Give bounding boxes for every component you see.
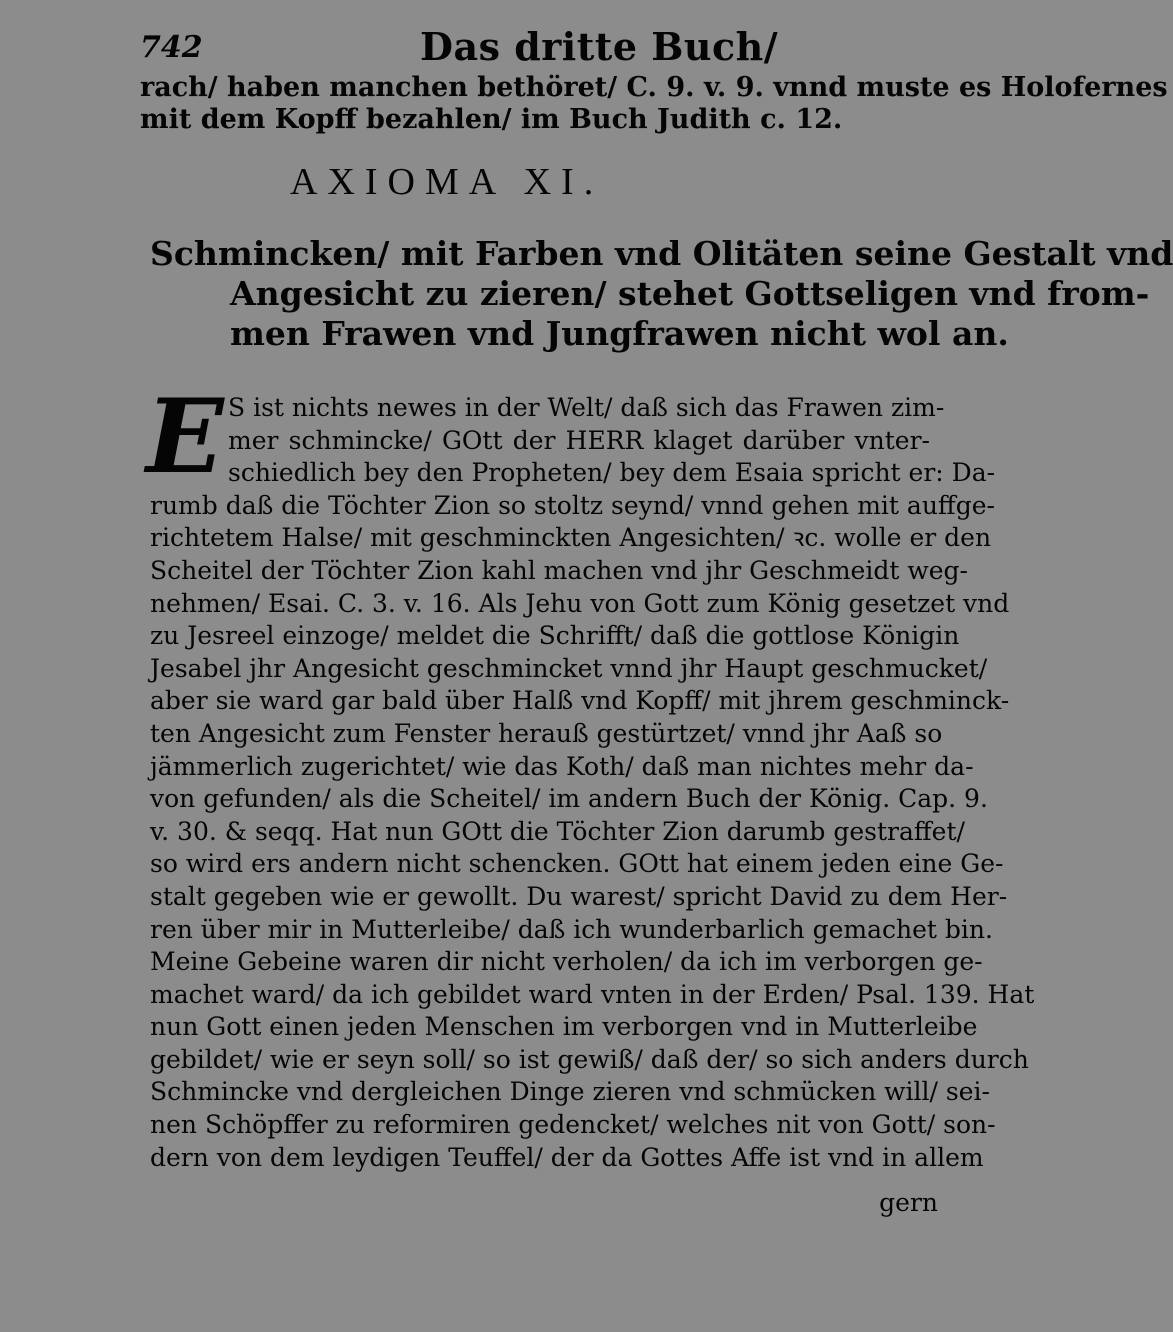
continuation-line: rach/ haben manchen bethöret/ C. 9. v. 9. vnnd muste es Holofernes bbox=[140, 72, 1168, 103]
axioma-title-line: Schmincken/ mit Farben vnd Olitäten seine Gestalt vnd bbox=[150, 234, 1173, 273]
body-line: S ist nichts newes in der Welt/ daß sich das Frawen zim- bbox=[228, 393, 945, 422]
axioma-title-line: men Frawen vnd Jungfrawen nicht wol an. bbox=[230, 314, 1009, 353]
body-line: v. 30. & seqq. Hat nun GOtt die Töchter Zion darumb gestraffet/ bbox=[150, 816, 965, 846]
body-line: ren über mir in Mutterleibe/ daß ich wunderbarlich gemachet bin. bbox=[150, 914, 993, 944]
axioma-title bbox=[150, 234, 1173, 354]
catchword: gern bbox=[879, 1188, 938, 1217]
body-line: schiedlich bey den Propheten/ bey dem Esaia spricht er: Da- bbox=[228, 458, 996, 488]
body-line: mer schmincke/ GOtt der HERR klaget darüber vnter- bbox=[228, 425, 930, 455]
body-line: Schmincke vnd dergleichen Dinge zieren vnd schmücken will/ sei- bbox=[150, 1077, 990, 1107]
body-line: von gefunden/ als die Scheitel/ im andern Buch der König. Cap. 9. bbox=[150, 784, 988, 814]
body-line: zu Jesreel einzoge/ meldet die Schrifft/ daß die gottlose Königin bbox=[150, 621, 960, 651]
body-line: Scheitel der Töchter Zion kahl machen vnd jhr Geschmeidt weg- bbox=[150, 555, 968, 585]
body-line: Meine Gebeine waren dir nicht verholen/ da ich im verborgen ge- bbox=[150, 947, 983, 977]
body-line: richtetem Halse/ mit geschminckten Angesichten/ ꝛc. wolle er den bbox=[150, 523, 992, 553]
body-line: rumb daß die Töchter Zion so stoltz seynd/ vnnd gehen mit auffge- bbox=[150, 490, 995, 520]
continuation-line: mit dem Kopff bezahlen/ im Buch Judith c. 12. bbox=[140, 104, 843, 135]
body-paragraph bbox=[146, 377, 1035, 1174]
page-number: 742 bbox=[140, 30, 203, 65]
continuation-paragraph bbox=[140, 72, 1168, 136]
axioma-title-line: Angesicht zu zieren/ stehet Gottseligen vnd from- bbox=[230, 274, 1150, 313]
body-line: stalt gegeben wie er gewollt. Du warest/ spricht David zu dem Her- bbox=[150, 881, 1008, 911]
body-line: nen Schöpffer zu reformiren gedencket/ welches nit von Gott/ son- bbox=[150, 1110, 996, 1140]
body-line: dern von dem leydigen Teuffel/ der da Gottes Affe ist vnd in allem bbox=[150, 1142, 984, 1172]
body-line: ten Angesicht zum Fenster herauß gestürtzet/ vnnd jhr Aaß so bbox=[150, 718, 943, 748]
drop-cap: E bbox=[146, 377, 224, 497]
body-line: aber sie ward gar bald über Halß vnd Kopff/ mit jhrem geschminck- bbox=[150, 686, 1010, 716]
body-line: nun Gott einen jeden Menschen im verborgen vnd in Mutterleibe bbox=[150, 1012, 978, 1042]
body-line: gebildet/ wie er seyn soll/ so ist gewiß/ daß der/ so sich anders durch bbox=[150, 1044, 1029, 1074]
body-line: nehmen/ Esai. C. 3. v. 16. Als Jehu von Gott zum König gesetzet vnd bbox=[150, 588, 1010, 618]
body-line: so wird ers andern nicht schencken. GOtt hat einem jeden eine Ge- bbox=[150, 849, 1004, 879]
page-header bbox=[140, 24, 940, 74]
body-line: machet ward/ da ich gebildet ward vnten in der Erden/ Psal. 139. Hat bbox=[150, 979, 1035, 1009]
body-line: Jesabel jhr Angesicht geschmincket vnnd jhr Haupt geschmucket/ bbox=[150, 653, 988, 683]
body-line: jämmerlich zugerichtet/ wie das Koth/ daß man nichtes mehr da- bbox=[150, 751, 974, 781]
running-head: Das dritte Buch/ bbox=[420, 24, 779, 69]
axioma-heading: AXIOMA XI. bbox=[290, 161, 604, 203]
